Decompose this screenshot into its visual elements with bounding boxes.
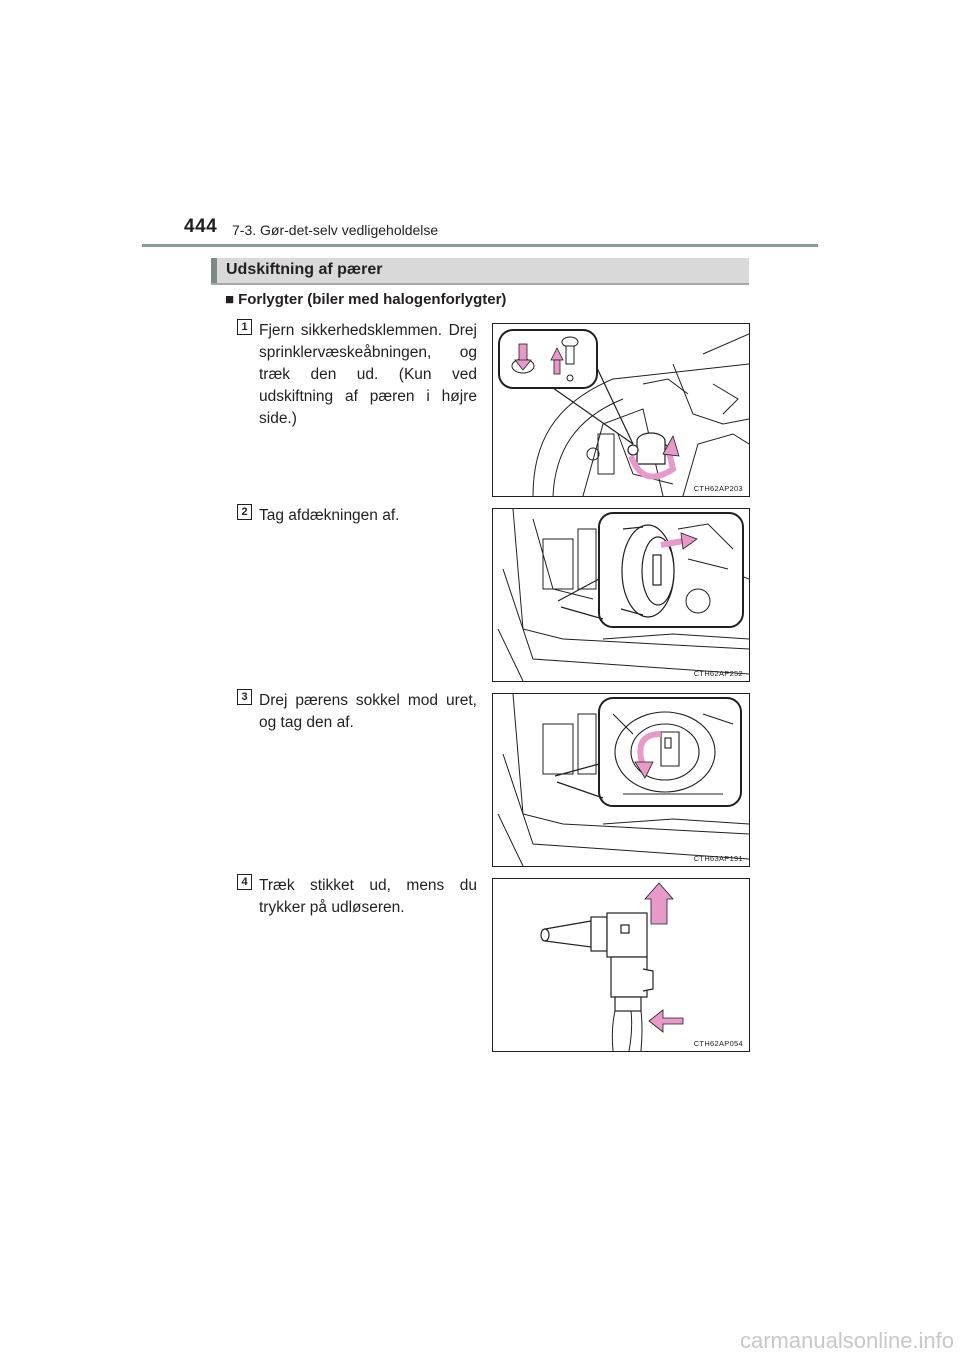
step-number-4: 4: [237, 874, 252, 890]
figure-code-1: CTH62AP203: [693, 484, 743, 493]
figure-step-2: [492, 508, 750, 682]
step-text-3: Drej pærens sokkel mod uret, og tag den af.: [259, 692, 477, 731]
step-number-2: 2: [237, 504, 252, 520]
subheading-text: Forlygter (biler med halogenforlygter): [238, 291, 507, 308]
step-number-1: 1: [237, 319, 252, 335]
square-bullet-icon: ■: [225, 291, 235, 308]
header-divider: [142, 244, 818, 247]
chapter-header: 7-3. Gør-det-selv vedligeholdelse: [232, 222, 439, 238]
page-number: 444: [184, 216, 218, 237]
step-text-4: Træk stikket ud, mens du trykker på udløseren.: [259, 877, 477, 916]
watermark: carmanualsonline.info: [740, 1328, 955, 1353]
section-title-bar: [211, 258, 749, 285]
figure-step-1: [492, 323, 750, 497]
step-text-2: Tag afdækningen af.: [259, 507, 400, 524]
step-number-3: 3: [237, 689, 252, 705]
headlight-cover-illustration: [493, 509, 749, 681]
figure-code-4: CTH62AP054: [693, 1039, 743, 1048]
bulb-connector-illustration: [493, 879, 749, 1051]
figure-code-2: CTH62AP252: [693, 669, 743, 678]
figure-code-3: CTH63AP191: [693, 854, 743, 863]
step-text-1: Fjern sikkerhedsklemmen. Drej sprinklervæskeåbningen, og træk den ud. (Kun ved udskiftning af pæren i højre side.): [259, 322, 477, 427]
figure-step-3: [492, 693, 750, 867]
subheading: [225, 291, 506, 308]
section-title: Udskiftning af pærer: [226, 261, 383, 278]
figure-step-4: [492, 878, 750, 1052]
section-accent: [211, 258, 217, 283]
bulb-socket-illustration: [493, 694, 749, 866]
washer-nozzle-illustration: [493, 324, 749, 496]
